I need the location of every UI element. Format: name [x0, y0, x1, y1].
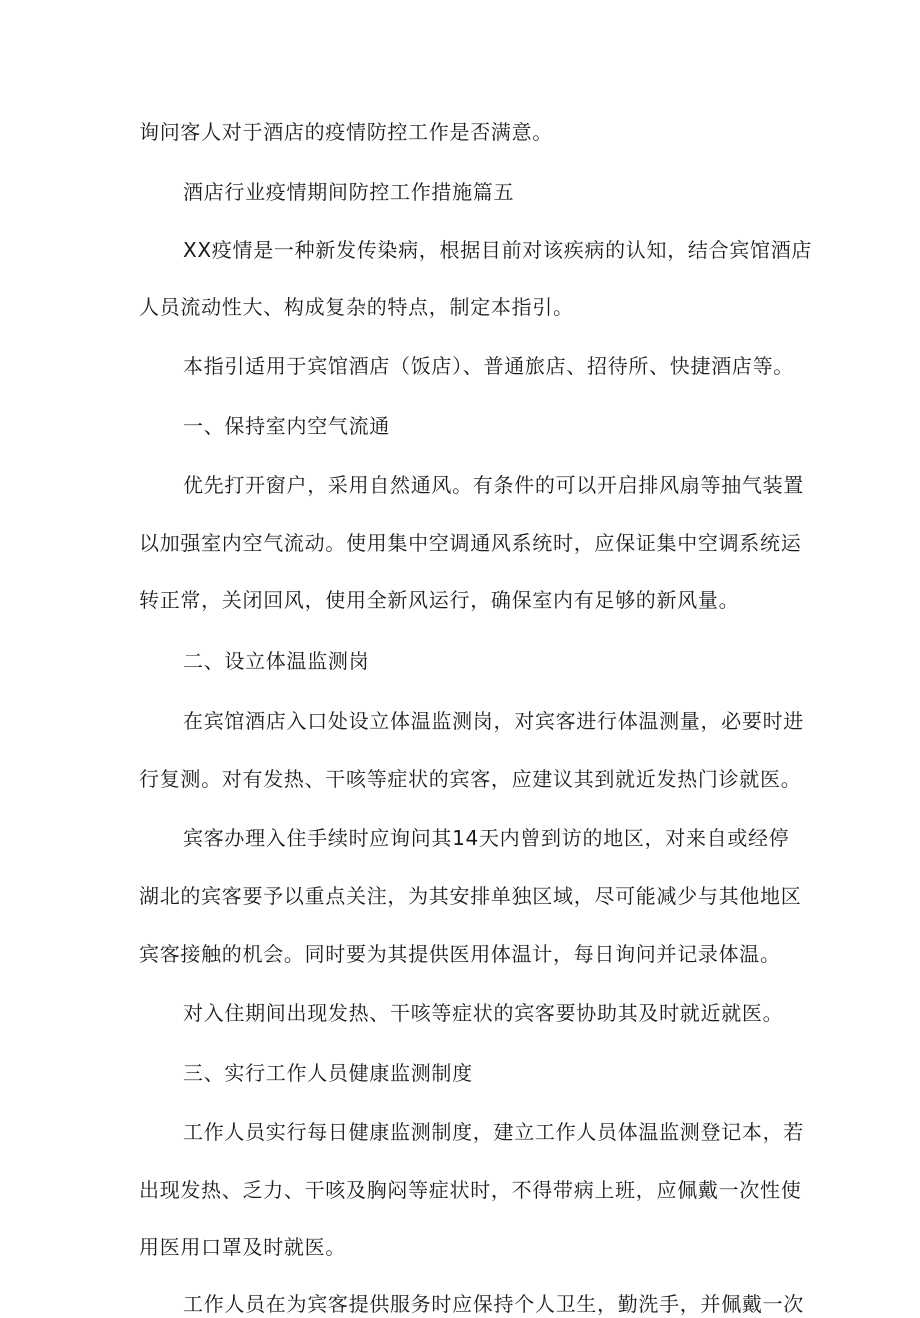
paragraph-line: 人员流动性大、构成复杂的特点，制定本指引。: [139, 295, 574, 319]
paragraph-line: 本指引适用于宾馆酒店（饭店）、普通旅店、招待所、快捷酒店等。: [183, 354, 794, 378]
paragraph-line: 宾客办理入住手续时应询问其14天内曾到访的地区，对来自或经停: [183, 826, 790, 850]
paragraph-line: 出现发热、乏力、干咳及胸闷等症状时，不得带病上班，应佩戴一次性使: [139, 1178, 802, 1202]
paragraph-line: 转正常，关闭回风，使用全新风运行，确保室内有足够的新风量。: [139, 588, 740, 612]
paragraph-line: 优先打开窗户，采用自然通风。有条件的可以开启排风扇等抽气装置: [183, 473, 804, 497]
section-heading: 三、实行工作人员健康监测制度: [183, 1061, 473, 1085]
paragraph-line: 在宾馆酒店入口处设立体温监测岗，对宾客进行体温测量，必要时进: [183, 709, 804, 733]
paragraph-line: 行复测。对有发热、干咳等症状的宾客，应建议其到就近发热门诊就医。: [139, 767, 802, 791]
paragraph-line: 工作人员实行每日健康监测制度，建立工作人员体温监测登记本，若: [183, 1120, 804, 1144]
section-heading: 酒店行业疫情期间防控工作措施篇五: [183, 180, 515, 204]
paragraph-line: 对入住期间出现发热、干咳等症状的宾客要协助其及时就近就医。: [183, 1001, 784, 1025]
paragraph-line: 以加强室内空气流动。使用集中空调通风系统时，应保证集中空调系统运: [139, 531, 802, 555]
paragraph-line: XX疫情是一种新发传染病，根据目前对该疾病的认知，结合宾馆酒店: [183, 238, 813, 262]
section-heading: 一、保持室内空气流通: [183, 414, 390, 438]
paragraph-line: 用医用口罩及时就医。: [139, 1235, 346, 1259]
paragraph-line: 询问客人对于酒店的疫情防控工作是否满意。: [139, 120, 553, 144]
paragraph-line: 宾客接触的机会。同时要为其提供医用体温计，每日询问并记录体温。: [139, 942, 781, 966]
section-heading: 二、设立体温监测岗: [183, 649, 370, 673]
paragraph-line: 湖北的宾客要予以重点关注，为其安排单独区域，尽可能减少与其他地区: [139, 884, 802, 908]
paragraph-line: 工作人员在为宾客提供服务时应保持个人卫生，勤洗手，并佩戴一次: [183, 1292, 804, 1316]
